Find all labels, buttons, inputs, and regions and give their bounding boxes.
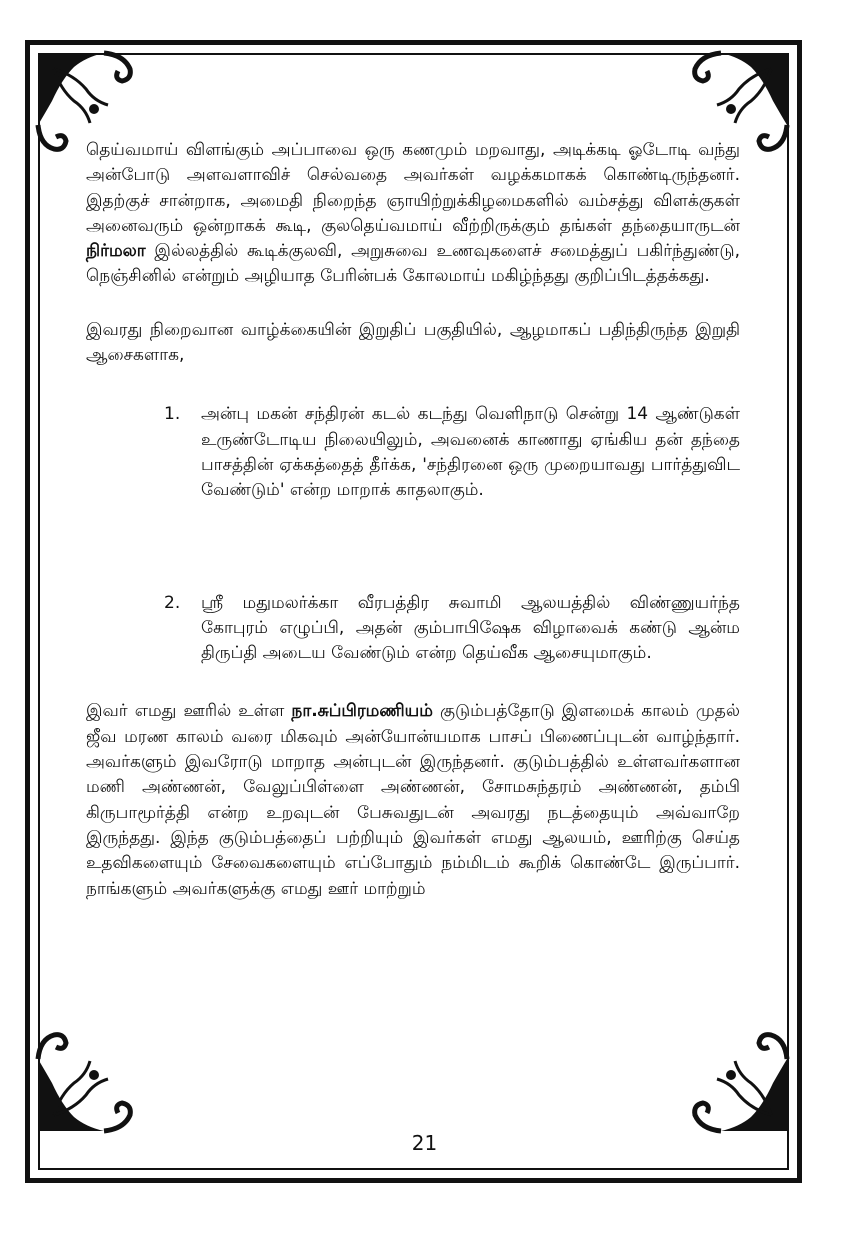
- list-item-number: 2.: [164, 592, 181, 613]
- paragraph-text: குடும்பத்தோடு இளமைக் காலம் முதல் ஜீவ மரண காலம் வரை மிகவும் அன்யோன்யமாக பாசப் பிணைப்புடன் வாழ்ந்தார். அவர்களும் இவரோடு மாறாத அன்புடன் இருந்தனர். குடும்பத்தில் உள்ளவர்களான மணி அண்ணன், வேலுப்பிள்ளை அண்ணன், சோமசுந்தரம் அண்ணன், தம்பி கிருபாமூர்த்தி என்ற உறவுடன் பேசுவதுடன் அவரது நடத்தையும் அவ்வாறே இருந்தது. இந்த குடும்பத்தைப் பற்றியும் இவர்கள் எமது ஆலயம், ஊரிற்கு செய்த உதவிகளையும் சேவைகளையும் எப்போதும் நம்மிடம் கூறிக் கொண்டே இருப்பார். நாங்களும் அவர்களுக்கு எமது ஊர் மாற்றும்: [86, 701, 740, 899]
- list-item-text: அன்பு மகன் சந்திரன் கடல் கடந்து வெளிநாடு சென்று 14 ஆண்டுகள் உருண்டோடிய நிலையிலும், அவனைக் காணாது ஏங்கிய தன் தந்தை பாசத்தின் ஏக்கத்தைத் தீர்க்க, 'சந்திரனை ஒரு முறையாவது பார்த்துவிட வேண்டும்' என்ற மாறாக் காதலாகும்.: [201, 404, 740, 501]
- corner-ornament-bottom-right: [681, 1025, 791, 1135]
- bold-name-nirmala: நிர்மலா: [86, 241, 146, 262]
- paragraph-final-wishes-intro: இவரது நிறைவான வாழ்க்கையின் இறுதிப் பகுதியில், ஆழமாகப் பதிந்திருந்த இறுதி ஆசைகளாக,: [86, 319, 740, 366]
- paragraph-family-relations: [86, 699, 740, 901]
- list-item-text: ஸ்ரீ மதுமலர்க்கா வீரபத்திர சுவாமி ஆலயத்தில் விண்ணுயர்ந்த கோபுரம் எழுப்பி, அதன் கும்பாபிஷேக விழாவைக் கண்டு ஆன்ம திருப்தி அடைய வேண்டும் என்ற தெய்வீக ஆசையுமாகும்.: [201, 592, 740, 664]
- corner-ornament-bottom-left: [34, 1025, 144, 1135]
- paragraph-text: இல்லத்தில் கூடிக்குலவி, அறுசுவை உணவுகளைச் சமைத்துப் பகிர்ந்துண்டு, நெஞ்சினில் என்றும் அழியாத பேரின்பக் கோலமாய் மகிழ்ந்தது குறிப்பிடத்தக்கது.: [86, 241, 740, 287]
- page-number: 21: [411, 1131, 438, 1155]
- page-body: [86, 138, 740, 902]
- paragraph-family-gatherings: [86, 138, 740, 290]
- list-item: [86, 591, 740, 667]
- bold-name-subramaniam: நா.சுப்பிரமணியம்: [291, 701, 433, 722]
- list-item: [86, 402, 740, 503]
- paragraph-text: இவர் எமது ஊரில் உள்ள: [86, 701, 292, 722]
- paragraph-text: தெய்வமாய் விளங்கும் அப்பாவை ஒரு கணமும் மறவாது, அடிக்கடி ஓடோடி வந்து அன்போடு அளவளாவிச் செல்வதை அவர்கள் வழக்கமாகக் கொண்டிருந்தனர். இதற்குச் சான்றாக, அமைதி நிறைந்த ஞாயிற்றுக்கிழமைகளில் வம்சத்து விளக்குகள் அனைவரும் ஒன்றாகக் கூடி, குலதெய்வமாய் வீற்றிருக்கும் தங்கள் தந்தையாருடன்: [86, 140, 740, 236]
- list-item-number: 1.: [164, 404, 181, 425]
- final-wishes-list: [86, 402, 740, 666]
